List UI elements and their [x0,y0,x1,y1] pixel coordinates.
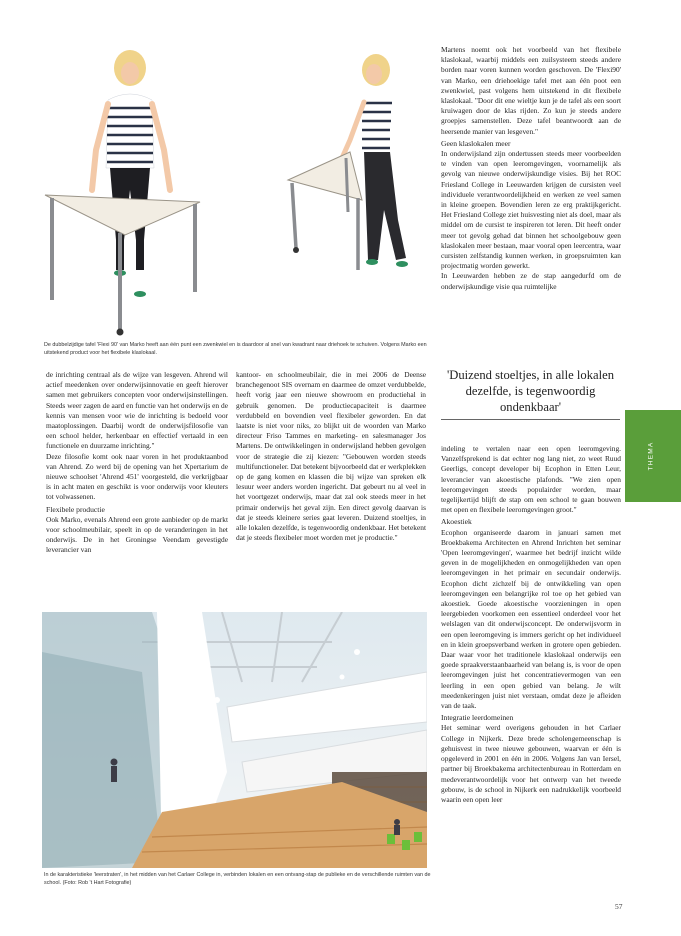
section-heading: Integratie leerdomeinen [441,713,514,723]
woman-1-figure [92,50,170,297]
body-paragraph: Martens noemt ook het voorbeeld van het flexibele klaslokaal, waarbij middels een zuilsysteem steeds andere borden naar voren kunnen worden geschoven. De 'Flexi90' van Marko, een driehoekige tafel met aan één poot een zwenkwiel, past volgens hem uitstekend in dit flexibele klaslokaal. "Door dit ene wieltje kun je de tafel als een soort kruiwagen door de klas rijden. Zo kun je steeds andere groepjes samenstellen. Deze tafel beantwoordt aan de heersende manier van lesgeven." [441,45,621,136]
table-demo-photo [40,40,432,340]
body-paragraph: de inrichting centraal als de wijze van lesgeven. Ahrend wil actief meedenken over onderwijsinnovatie en geeft hierover samen met gebruikers concepten voor onderwijsinstellingen. Steeds weer zagen de aard en functie van het onderwijs en de kennis van mensen voor wie de inrichting is bedoeld voor maatoplossingen. Daarbij wordt de onderwijsfilosofie van een school helder, herkenbaar en effectief vertaald in een functionele en duurzame inrichting." [46,370,228,451]
article-column-3-bottom [441,444,621,805]
atrium-photo-caption: In de karakteristieke 'leerstraten', in het midden van het Carlaer College in, verbinden lokalen en een ontvang-stap de publieke en de verschillende ruimten van de school. (Foto: Rob 't Hart Fotografie) [44,872,431,886]
pull-quote: 'Duizend stoeltjes, in alle lokalen dezelfde, is tegenwoordig ondenkbaar' [441,367,620,420]
top-photo-caption: De dubbelzijdige tafel 'Flexi 90' van Marko heeft aan één punt een zwenkwiel en is daardoor al snel van kwadrant naar driehoek te schuiven. Volgens Marko een uitstekend product voor het flexibele klaslokaal. [44,342,427,356]
body-paragraph: Deze filosofie komt ook naar voren in het produktaanbod van Ahrend. Zo werd bij de opening van het Xpertarium de nieuwe schoolset 'Ahrend 451' voorgesteld, die verkrijgbaar is in acht maten en geschikt is voor onderwijs voor kleuters tot volwassenen. [46,451,228,502]
article-column-2 [236,370,426,543]
section-heading: Akoestiek [441,517,472,527]
section-tab-label: THEMA [647,441,655,471]
body-paragraph: kantoor- en schoolmeubilair, die in mei 2006 de Deense branchegenoot SIS overnam en daarmee de omzet verdubbelde, heeft vorig jaar een nieuwe showroom en productiehal in gebruik genomen. De productiecapaciteit is daarmee verdubbeld en bovendien veel flexibeler geworden. En dat laatste is niet voor niks, zo blijkt uit de woorden van Marko directeur Friso Tammes en marketing- en salesmanager Jos Martens. De ontwikkelingen in onderwijsland hebben gevolgen voor de strategie die zij kiezen: "Gebouwen worden steeds multifunctioneler. Dat betekent bijvoorbeeld dat er werkplekken op de gang komen en klassen die bij wijze van spreken elk lesuur weer anders worden ingericht. Dat gebeurt nu al veel in het voortgezet onderwijs, maar dat zal ook steeds meer in het primair onderwijs het geval zijn. Een direct gevolg daarvan is dat je steeds kleinere series gaat leveren. Duizend stoeltjes, in alle lokalen dezelfde, is tegenwoordig ondenkbaar. Het betekent dat je steeds flexibeler moet worden met je productie." [236,370,426,543]
page-number: 57 [615,902,623,911]
atrium-photo [42,612,427,868]
atrium-illustration [42,612,427,868]
section-tab [625,410,681,502]
triangle-table-2 [288,152,362,270]
table-demo-illustration [40,40,432,340]
body-paragraph: Ook Marko, evenals Ahrend een grote aanbieder op de markt voor schoolmeubilair, speelt in op de veranderingen in het onderwijs. De in het Groningse Veendam gevestigde leverancier van [46,514,228,555]
body-paragraph: Ecophon organiseerde daarom in januari samen met Broekbakema Architecten en Ahrend Inrichten het seminar 'Open leeromgevingen', waarmee het bedrijf inzicht wilde geven in de mogelijkheden en onmogelijkheden van open leeromgevingen in het primair en secundair onderwijs. Ecophon dicht zichzelf bij de ontwikkeling van open leeromgevingen een belangrijke rol toe op het gebied van akoestiek. Goede akoestische voorzieningen in open leergebieden voorkomen een essentieel onderdeel voor het welslagen van dit onderwijsconcept. De onderwijsvorm in een open leeromgeving is immers gericht op het individueel en in klein groepsverband werken in grotere open gebieden. Daar waar voor het traditionele klaslokaal onderwijs een goede spraakverstaanbaarheid van belang is, is voor de open leeromgevingen juist het concentratievermogen van een leerling in een open gebied van belang. Je wilt meedenkeringen juist niet verstaan, omdat deze je afleiden van de taak. [441,527,621,711]
article-column-1 [46,370,228,556]
body-paragraph: indeling te vertalen naar een open leeromgeving. Vanzelfsprekend is dat echter nog lang niet, zo weet Ruud Geerligs, concept developer bij Ecophon in Etten Leur, leverancier van akoestische plafonds. "We zien open leeromgevingen steeds populairder worden, maar tegelijkertijd blijft de stap om een school te gaan bouwen met open en flexibele leeromgevingen groot." [441,444,621,515]
body-paragraph: In onderwijsland zijn ondertussen steeds meer voorbeelden te vinden van open leeromgevingen, voornamelijk als gevolg van nieuwe onderwijskundige visies. Bij het ROC Friesland College in Leeuwarden krijgen de cursisten veel individuele verantwoordelijkheid en werken ze veel samen in kleine groepen. Bovendien leren ze erg praktijkgericht. Het Friesland College ziet huisvesting niet als doel, maar als middel om de cursist te inspireren tot leren. Dit heeft onder meer tot gevolg gehad dat binnen het schoolgebouw geen klaslokalen meer bestaan, maar vooral open leercentra, waar cursisten zelfstandig kunnen werken, in groepsruimten kan projectmatig worden gewerkt. [441,149,621,271]
body-paragraph: In Leeuwarden hebben ze de stap aangedurfd om de onderwijskundige visie qua ruimtelijke [441,271,621,291]
section-heading: Flexibele productie [46,504,105,514]
body-paragraph: Het seminar werd overigens gehouden in het Carlaer College in Nijkerk. Deze brede scholengemeenschap is gehuisvest in twee nieuwe gebouwen, waarvan er één is opgeleverd in 2001 en één in 2006. Volgens Jan van Iersel, partner bij Broekbakema architectenbureau in Rotterdam en medeverantwoordelijk voor het ontwerp van het tweede gebouw, is de school in Nijkerk een nadrukkelijk voorbeeld waarin een open leer [441,723,621,804]
article-column-3-top [441,45,621,292]
section-heading: Geen klaslokalen meer [441,138,511,148]
